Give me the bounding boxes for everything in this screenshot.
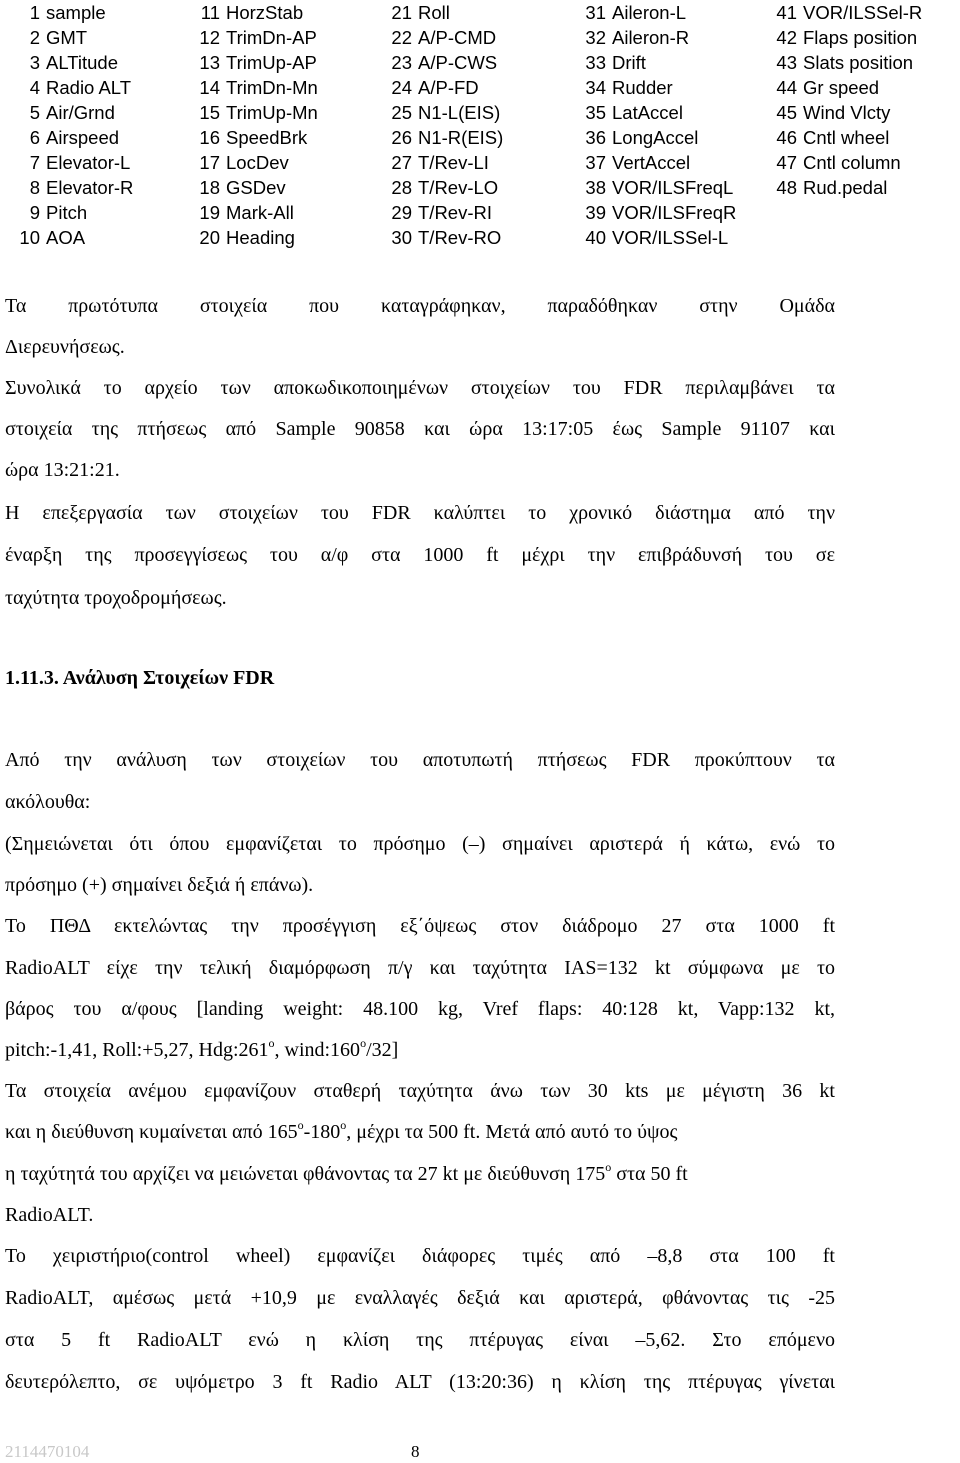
parameter-number: 27 xyxy=(391,152,412,173)
parameter-name: Aileron-L xyxy=(612,2,687,23)
parameter-name: TrimUp-AP xyxy=(226,52,317,73)
parameter-row xyxy=(584,225,736,250)
paragraph-line: ταχύτητα τροχοδρομήσεως. xyxy=(5,587,227,609)
parameter-row xyxy=(584,200,736,225)
parameter-row xyxy=(198,25,318,50)
parameter-name: T/Rev-LO xyxy=(418,177,499,198)
parameter-name: VOR/ILSFreqR xyxy=(612,202,737,223)
parameter-number: 40 xyxy=(585,227,606,248)
parameter-number: 36 xyxy=(585,127,606,148)
text-span: η ταχύτητά του αρχίζει να μειώνεται φθάνοντας τα 27 kt με διεύθυνση 175 xyxy=(5,1163,606,1185)
parameter-row xyxy=(18,225,133,250)
parameter-number: 24 xyxy=(391,77,412,98)
text-span: /32] xyxy=(366,1039,399,1061)
parameter-row xyxy=(775,0,922,25)
parameter-number: 23 xyxy=(391,52,412,73)
text-span: και η διεύθυνση κυμαίνεται από 165 xyxy=(5,1121,298,1143)
parameter-name: LatAccel xyxy=(612,102,683,123)
parameter-number: 9 xyxy=(29,202,40,223)
parameter-number: 37 xyxy=(585,152,606,173)
text-span: στα 50 ft xyxy=(611,1163,688,1185)
parameter-name: N1-R(EIS) xyxy=(418,127,504,148)
parameter-name: A/P-CMD xyxy=(418,27,497,48)
parameter-number: 34 xyxy=(585,77,606,98)
parameter-number: 33 xyxy=(585,52,606,73)
parameter-name: Cntl wheel xyxy=(803,127,890,148)
parameter-number: 45 xyxy=(776,102,797,123)
parameter-row xyxy=(775,75,922,100)
parameter-name: VOR/ILSSel-R xyxy=(803,2,923,23)
degree-superscript: o xyxy=(360,1036,367,1050)
parameter-name: A/P-FD xyxy=(418,77,479,98)
parameter-number: 2 xyxy=(29,27,40,48)
parameter-row xyxy=(584,75,736,100)
parameter-number: 30 xyxy=(391,227,412,248)
parameter-name: Elevator-R xyxy=(46,177,134,198)
parameter-name: GMT xyxy=(46,27,88,48)
parameter-row xyxy=(18,25,133,50)
page-number: 8 xyxy=(411,1442,420,1461)
paragraph-line: πρόσημο (+) σημαίνει δεξιά ή επάνω). xyxy=(5,874,314,896)
parameter-name: sample xyxy=(46,2,106,23)
parameter-row xyxy=(775,125,922,150)
parameter-name: Pitch xyxy=(46,202,88,223)
text-span: -180 xyxy=(303,1121,341,1143)
paragraph-line xyxy=(5,1119,835,1145)
parameter-name: SpeedBrk xyxy=(226,127,308,148)
paragraph-line xyxy=(5,1161,835,1187)
parameter-row xyxy=(198,150,318,175)
parameter-name: Aileron-R xyxy=(612,27,690,48)
section-heading: 1.11.3. Ανάλυση Στοιχείων FDR xyxy=(5,667,275,689)
parameter-name: Mark-All xyxy=(226,202,294,223)
parameter-number: 3 xyxy=(29,52,40,73)
parameter-name: A/P-CWS xyxy=(418,52,498,73)
parameter-row xyxy=(390,150,503,175)
parameter-number: 39 xyxy=(585,202,606,223)
parameter-number: 7 xyxy=(29,152,40,173)
parameter-name: T/Rev-RO xyxy=(418,227,502,248)
parameter-row xyxy=(18,100,133,125)
parameter-number: 43 xyxy=(776,52,797,73)
parameter-name: LongAccel xyxy=(612,127,699,148)
parameter-name: Flaps position xyxy=(803,27,918,48)
parameter-name: T/Rev-RI xyxy=(418,202,492,223)
parameter-name: Wind Vlcty xyxy=(803,102,891,123)
parameter-name: Gr speed xyxy=(803,77,880,98)
parameter-column xyxy=(584,0,736,250)
parameter-name: ALTitude xyxy=(46,52,118,73)
parameter-name: AOA xyxy=(46,227,86,248)
degree-superscript: o xyxy=(297,1118,304,1132)
text-span: , μέχρι τα 500 ft. Μετά από αυτό το ύψος xyxy=(346,1121,678,1143)
degree-superscript: o xyxy=(605,1160,612,1174)
parameter-number: 28 xyxy=(391,177,412,198)
parameter-row xyxy=(18,50,133,75)
text-span: , wind:160 xyxy=(274,1039,361,1061)
parameter-number: 21 xyxy=(391,2,412,23)
parameter-number: 47 xyxy=(776,152,797,173)
parameter-name: TrimDn-Mn xyxy=(226,77,318,98)
parameter-name: Roll xyxy=(418,2,450,23)
parameter-row xyxy=(584,50,736,75)
parameter-row xyxy=(584,150,736,175)
parameter-name: Heading xyxy=(226,227,295,248)
parameter-row xyxy=(775,150,922,175)
parameter-row xyxy=(390,200,503,225)
parameter-number: 10 xyxy=(19,227,40,248)
paragraph-line: δευτερόλεπτο, σε υψόμετρο 3 ft Radio ALT (13:20:36) η κλίση της πτέρυγας γίνεται xyxy=(5,1371,835,1393)
parameter-row xyxy=(390,50,503,75)
paragraph-line: έναρξη της προσεγγίσεως του α/φ στα 1000 ft μέχρι την επιβράδυνσή του σε xyxy=(5,544,835,566)
parameter-name: TrimUp-Mn xyxy=(226,102,318,123)
parameter-row xyxy=(198,100,318,125)
parameter-number: 38 xyxy=(585,177,606,198)
parameter-row xyxy=(390,125,503,150)
parameter-number: 14 xyxy=(199,77,220,98)
parameter-row xyxy=(198,50,318,75)
parameter-name: TrimDn-AP xyxy=(226,27,317,48)
parameter-row xyxy=(775,100,922,125)
parameter-name: HorzStab xyxy=(226,2,304,23)
parameter-row xyxy=(18,75,133,100)
paragraph-line: RadioALT, αμέσως μετά +10,9 με εναλλαγές δεξιά και αριστερά, φθάνοντας τις -25 xyxy=(5,1287,835,1309)
parameter-name: Rudder xyxy=(612,77,673,98)
parameter-row xyxy=(775,25,922,50)
parameter-column xyxy=(390,0,503,250)
parameter-row xyxy=(390,100,503,125)
parameter-number: 41 xyxy=(776,2,797,23)
paragraph-line: ακόλουθα: xyxy=(5,791,91,813)
parameter-name: Rud.pedal xyxy=(803,177,888,198)
parameter-number: 20 xyxy=(199,227,220,248)
parameter-number: 42 xyxy=(776,27,797,48)
parameter-row xyxy=(584,0,736,25)
paragraph-line: Διερευνήσεως. xyxy=(5,336,125,358)
paragraph-line: στοιχεία της πτήσεως από Sample 90858 και ώρα 13:17:05 έως Sample 91107 και xyxy=(5,418,835,440)
parameter-row xyxy=(775,175,922,200)
parameter-row xyxy=(584,175,736,200)
parameter-row xyxy=(584,100,736,125)
paragraph-line: ώρα 13:21:21. xyxy=(5,459,120,481)
parameter-name: Slats position xyxy=(803,52,914,73)
paragraph-line: Από την ανάλυση των στοιχείων του αποτυπωτή πτήσεως FDR προκύπτουν τα xyxy=(5,749,835,771)
parameter-row xyxy=(18,125,133,150)
parameter-row xyxy=(198,200,318,225)
paragraph-line: (Σημειώνεται ότι όπου εμφανίζεται το πρόσημο (–) σημαίνει αριστερά ή κάτω, ενώ το xyxy=(5,833,835,855)
parameter-name: VOR/ILSSel-L xyxy=(612,227,729,248)
parameter-row xyxy=(390,75,503,100)
parameter-name: Elevator-L xyxy=(46,152,131,173)
parameter-column xyxy=(18,0,133,250)
parameter-number: 11 xyxy=(200,2,220,23)
parameter-row xyxy=(390,175,503,200)
parameter-column xyxy=(775,0,922,200)
parameter-name: GSDev xyxy=(226,177,286,198)
parameter-name: VertAccel xyxy=(612,152,691,173)
parameter-row xyxy=(198,125,318,150)
parameter-number: 31 xyxy=(585,2,606,23)
parameter-row xyxy=(584,25,736,50)
parameter-row xyxy=(18,175,133,200)
document-id: 2114470104 xyxy=(5,1442,90,1461)
parameter-name: Air/Grnd xyxy=(46,102,115,123)
parameter-row xyxy=(390,225,503,250)
parameter-row xyxy=(775,50,922,75)
parameter-name: VOR/ILSFreqL xyxy=(612,177,734,198)
parameter-name: Radio ALT xyxy=(46,77,132,98)
parameter-number: 1 xyxy=(29,2,40,23)
parameter-column xyxy=(198,0,318,250)
parameter-name: Drift xyxy=(612,52,646,73)
paragraph-line: Συνολικά το αρχείο των αποκωδικοποιημένων στοιχείων του FDR περιλαμβάνει τα xyxy=(5,377,835,399)
parameter-number: 15 xyxy=(199,102,220,123)
parameter-name: LocDev xyxy=(226,152,289,173)
parameter-row xyxy=(198,175,318,200)
parameter-row xyxy=(390,0,503,25)
degree-superscript: o xyxy=(340,1118,347,1132)
parameter-row xyxy=(390,25,503,50)
paragraph-line: Η επεξεργασία των στοιχείων του FDR καλύπτει το χρονικό διάστημα από την xyxy=(5,502,835,524)
paragraph-line: βάρος του α/φους [landing weight: 48.100 kg, Vref flaps: 40:128 kt, Vapp:132 kt, xyxy=(5,998,835,1020)
parameter-number: 4 xyxy=(29,77,40,98)
parameter-number: 8 xyxy=(29,177,40,198)
paragraph-line: RadioALT είχε την τελική διαμόρφωση π/γ και ταχύτητα IAS=132 kt σύμφωνα με το xyxy=(5,957,835,979)
parameter-number: 18 xyxy=(199,177,220,198)
text-span: pitch:-1,41, Roll:+5,27, Hdg:261 xyxy=(5,1039,269,1061)
parameter-number: 32 xyxy=(585,27,606,48)
parameter-number: 44 xyxy=(776,77,797,98)
parameter-number: 48 xyxy=(776,177,797,198)
parameter-number: 6 xyxy=(29,127,40,148)
parameter-number: 13 xyxy=(199,52,220,73)
parameter-number: 17 xyxy=(199,152,220,173)
parameter-number: 29 xyxy=(391,202,412,223)
parameter-number: 22 xyxy=(391,27,412,48)
paragraph-line: στα 5 ft RadioALT ενώ η κλίση της πτέρυγας είναι –5,62. Στο επόμενο xyxy=(5,1329,835,1351)
parameter-row xyxy=(18,200,133,225)
paragraph-line: Το ΠΘΔ εκτελώντας την προσέγγιση εξ΄όψεως στον διάδρομο 27 στα 1000 ft xyxy=(5,915,835,937)
parameter-row xyxy=(198,225,318,250)
paragraph-line: Τα πρωτότυπα στοιχεία που καταγράφηκαν, παραδόθηκαν στην Ομάδα xyxy=(5,295,835,317)
parameter-name: Cntl column xyxy=(803,152,901,173)
parameter-number: 25 xyxy=(391,102,412,123)
parameter-row xyxy=(18,150,133,175)
parameter-row xyxy=(584,125,736,150)
parameter-number: 16 xyxy=(199,127,220,148)
paragraph-line xyxy=(5,1037,835,1063)
parameter-number: 46 xyxy=(776,127,797,148)
parameter-row xyxy=(18,0,133,25)
degree-superscript: o xyxy=(268,1036,275,1050)
paragraph-line: Το χειριστήριο(control wheel) εμφανίζει διάφορες τιμές από –8,8 στα 100 ft xyxy=(5,1245,835,1267)
parameter-name: N1-L(EIS) xyxy=(418,102,501,123)
parameter-number: 12 xyxy=(199,27,220,48)
paragraph-line: RadioALT. xyxy=(5,1204,94,1226)
paragraph-line: Τα στοιχεία ανέμου εμφανίζουν σταθερή ταχύτητα άνω των 30 kts με μέγιστη 36 kt xyxy=(5,1080,835,1102)
parameter-row xyxy=(198,0,318,25)
parameter-number: 5 xyxy=(29,102,40,123)
parameter-row xyxy=(198,75,318,100)
parameter-number: 19 xyxy=(199,202,220,223)
parameter-name: Airspeed xyxy=(46,127,120,148)
parameter-name: T/Rev-LI xyxy=(418,152,489,173)
parameter-number: 26 xyxy=(391,127,412,148)
parameter-number: 35 xyxy=(585,102,606,123)
